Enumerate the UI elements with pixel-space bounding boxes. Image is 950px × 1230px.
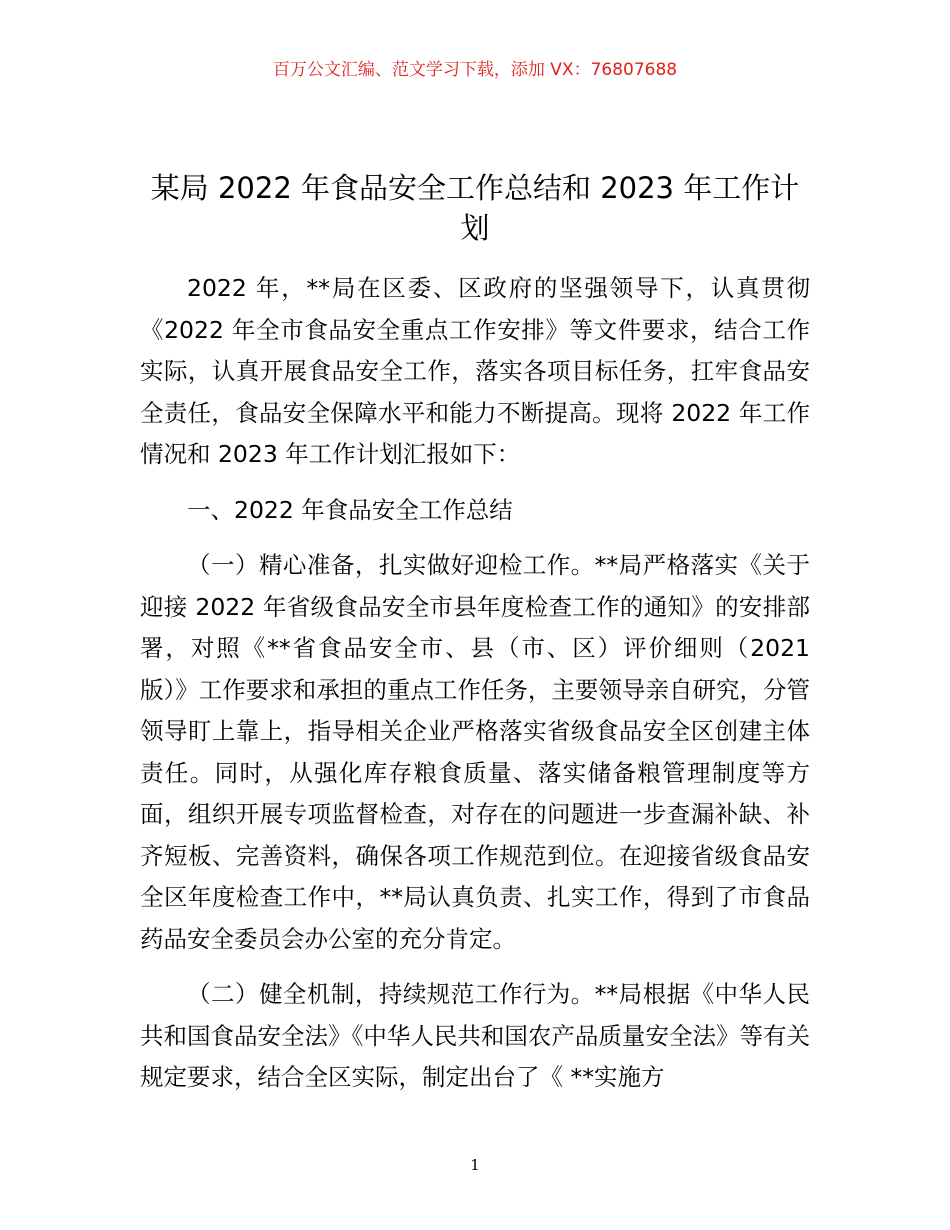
page-number: 1 xyxy=(470,1156,480,1174)
document-title: 某局 2022 年食品安全工作总结和 2023 年工作计划 xyxy=(150,171,800,245)
header-watermark: 百万公文汇编、范文学习下载，添加 VX：76807688 xyxy=(272,60,678,80)
document-body xyxy=(140,268,810,1113)
subsection-paragraph-1: （一）精心准备，扎实做好迎检工作。**局严格落实《关于迎接 2022 年省级食品安全市县年度检查工作的通知》的安排部署，对照《**省食品安全市、县（市、区）评价细则（2021 版）》工作要求和承担的重点工作任务，主要领导亲自研究，分管领导盯上靠上，指导相关企业严格落实省级食品安全区创建主体责任。同时，从强化库存粮食质量、落实储备粮管理制度等方面，组织开展专项监督检查，对存在的问题进一步查漏补缺、补齐短板、完善资料，确保各项工作规范到位。在迎接省级食品安全区年度检查工作中，**局认真负责、扎实工作，得到了市食品药品安全委员会办公室的充分肯定。 xyxy=(140,551,810,953)
intro-paragraph: 2022 年，**局在区委、区政府的坚强领导下，认真贯彻《2022 年全市食品安全重点工作安排》等文件要求，结合工作实际，认真开展食品安全工作，落实各项目标任务，扛牢食品安全责任，食品安全保障水平和能力不断提高。现将 2022 年工作情况和 2023 年工作计划汇报如下： xyxy=(140,274,810,468)
section-heading: 一、2022 年食品安全工作总结 xyxy=(187,495,513,524)
subsection-paragraph-2: （二）健全机制，持续规范工作行为。**局根据《中华人民共和国食品安全法》《中华人民共和国农产品质量安全法》等有关规定要求，结合全区实际，制定出台了《 **实施方 xyxy=(140,980,810,1091)
